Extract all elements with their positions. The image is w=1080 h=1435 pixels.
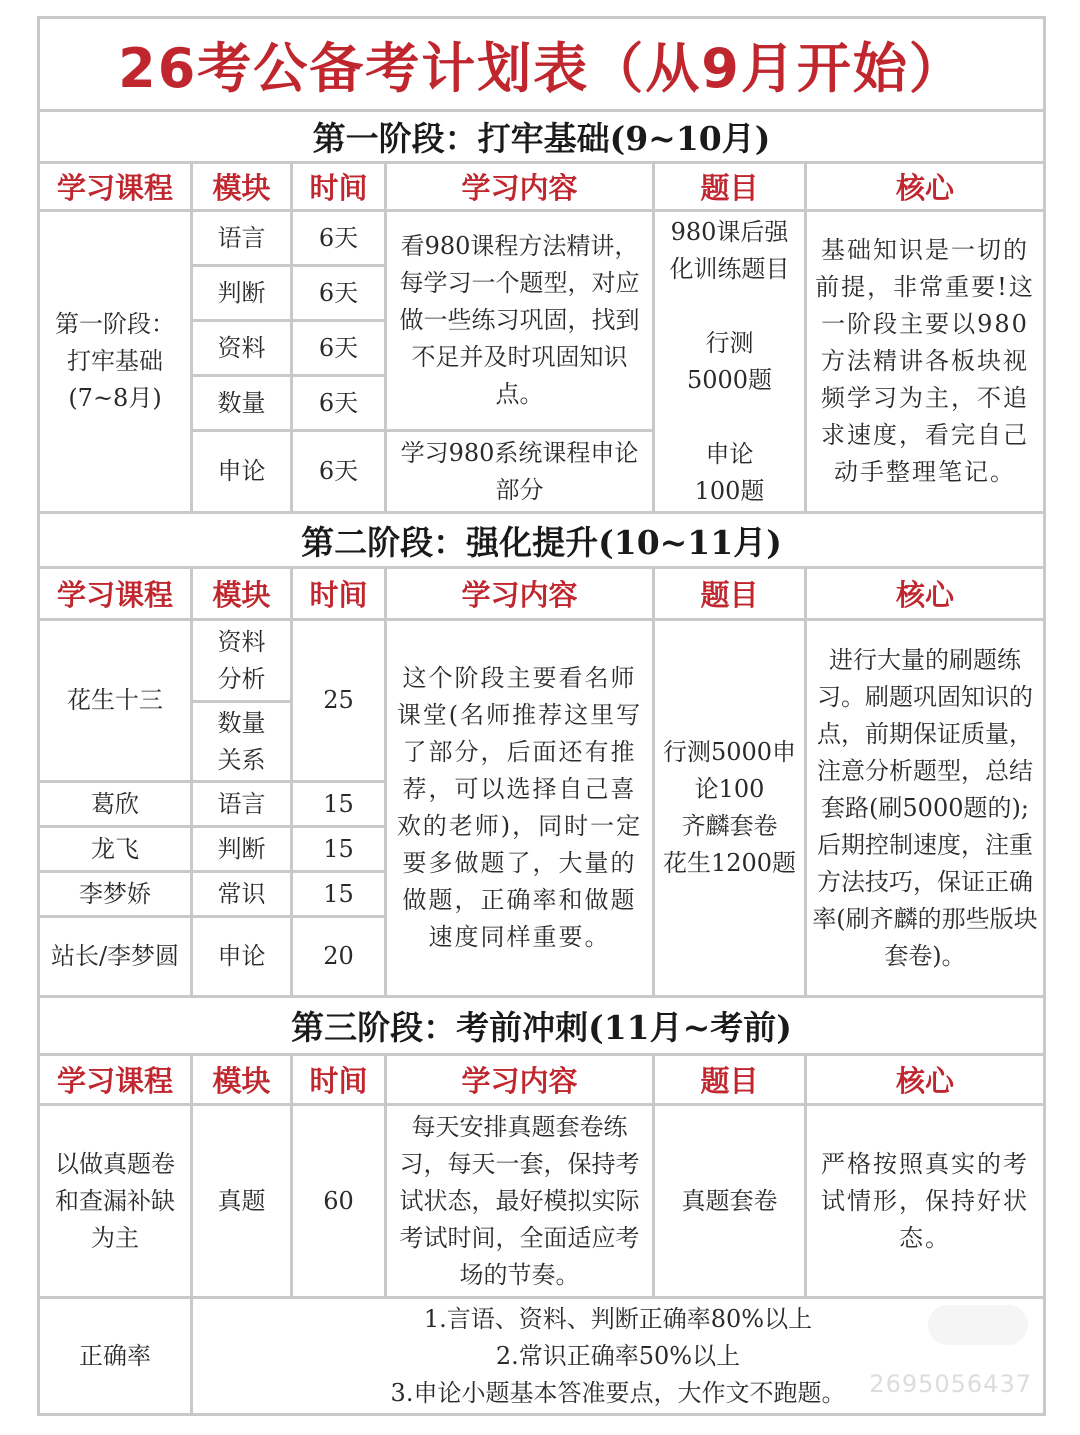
- header-course: 学习课程: [39, 568, 192, 620]
- watermark-text: 2695056437: [869, 1370, 1032, 1398]
- stage1-content: 看980课程方法精讲，每学习一个题型，对应做一些练习巩固，找到不足并及时巩固知识点。: [386, 211, 654, 431]
- watermark-badge: [928, 1305, 1028, 1345]
- stage3-time: 60: [292, 1105, 386, 1298]
- accuracy-line: 2.常识正确率50%以上: [495, 1341, 741, 1370]
- study-plan-table: [37, 16, 1046, 1416]
- header-questions: 题目: [654, 163, 806, 211]
- stage2-course: 李梦娇: [39, 872, 192, 917]
- stage3-module: 真题: [192, 1105, 292, 1298]
- stage3-header-row: [39, 1055, 1045, 1105]
- stage2-time: 15: [292, 827, 386, 872]
- header-core: 核心: [806, 568, 1045, 620]
- stage2-header-row: [39, 568, 1045, 620]
- stage3-questions: 真题套卷: [654, 1105, 806, 1298]
- stage3-content: 每天安排真题套卷练习，每天一套，保持考试状态，最好模拟实际考试时间，全面适应考场的节奏。: [386, 1105, 654, 1298]
- stage1-header-row: [39, 163, 1045, 211]
- stage1-questions: 980课后强 化训练题目 行测 5000题 申论 100题: [654, 211, 806, 513]
- stage2-time: 25: [292, 620, 386, 782]
- header-course: 学习课程: [39, 163, 192, 211]
- stage1-course: 第一阶段： 打牢基础 (7~8月): [39, 211, 192, 513]
- stage2-module: 资料 分析: [192, 620, 292, 702]
- header-module: 模块: [192, 568, 292, 620]
- stage1-module: 申论: [192, 431, 292, 513]
- header-questions: 题目: [654, 1055, 806, 1105]
- header-content: 学习内容: [386, 1055, 654, 1105]
- accuracy-label: 正确率: [39, 1298, 192, 1415]
- header-questions: 题目: [654, 568, 806, 620]
- stage2-course: 龙飞: [39, 827, 192, 872]
- stage2-module: 语言: [192, 782, 292, 827]
- header-content: 学习内容: [386, 163, 654, 211]
- stage2-module: 数量 关系: [192, 702, 292, 782]
- header-time: 时间: [292, 568, 386, 620]
- header-module: 模块: [192, 1055, 292, 1105]
- header-core: 核心: [806, 163, 1045, 211]
- stage1-module: 语言: [192, 211, 292, 266]
- stage2-core: 进行大量的刷题练习。刷题巩固知识的点，前期保证质量，注意分析题型，总结套路(刷5000题的);后期控制速度，注重方法技巧，保证正确率(刷齐麟的那些版块套卷)。: [806, 620, 1045, 997]
- stage3-title: 第三阶段：考前冲刺(11月~考前): [39, 997, 1045, 1055]
- stage1-module: 数量: [192, 376, 292, 431]
- header-time: 时间: [292, 163, 386, 211]
- header-content: 学习内容: [386, 568, 654, 620]
- stage2-time: 15: [292, 782, 386, 827]
- stage1-time: 6天: [292, 431, 386, 513]
- stage3-core: 严格按照真实的考试情形，保持好状态。: [806, 1105, 1045, 1298]
- stage2-questions: 行测5000申 论100 齐麟套卷 花生1200题: [654, 620, 806, 997]
- header-module: 模块: [192, 163, 292, 211]
- accuracy-line: 1.言语、资料、判断正确率80%以上: [423, 1304, 813, 1333]
- stage2-title: 第二阶段：强化提升(10~11月): [39, 513, 1045, 568]
- stage2-module: 判断: [192, 827, 292, 872]
- stage2-course: 花生十三: [39, 620, 192, 782]
- stage2-content: 这个阶段主要看名师课堂(名师推荐这里写了部分，后面还有推荐，可以选择自己喜欢的老师)，同时一定要多做题了，大量的做题，正确率和做题速度同样重要。: [386, 620, 654, 997]
- stage1-module: 判断: [192, 266, 292, 321]
- stage2-module: 常识: [192, 872, 292, 917]
- header-time: 时间: [292, 1055, 386, 1105]
- header-core: 核心: [806, 1055, 1045, 1105]
- stage3-course: 以做真题卷 和查漏补缺 为主: [39, 1105, 192, 1298]
- stage1-core: 基础知识是一切的前提，非常重要!这一阶段主要以980方法精讲各板块视频学习为主，不追求速度，看完自己动手整理笔记。: [806, 211, 1045, 513]
- stage1-time: 6天: [292, 266, 386, 321]
- accuracy-line: 3.申论小题基本答准要点，大作文不跑题。: [390, 1378, 846, 1407]
- stage2-time: 20: [292, 917, 386, 997]
- stage2-module: 申论: [192, 917, 292, 997]
- stage1-module: 资料: [192, 321, 292, 376]
- stage2-course: 葛欣: [39, 782, 192, 827]
- stage1-time: 6天: [292, 321, 386, 376]
- stage2-time: 15: [292, 872, 386, 917]
- stage1-title: 第一阶段：打牢基础(9~10月): [39, 111, 1045, 163]
- stage1-time: 6天: [292, 211, 386, 266]
- stage2-course: 站长/李梦圆: [39, 917, 192, 997]
- stage1-content-shenlun: 学习980系统课程申论部分: [386, 431, 654, 513]
- stage1-time: 6天: [292, 376, 386, 431]
- header-course: 学习课程: [39, 1055, 192, 1105]
- page-title: 26考公备考计划表（从9月开始）: [39, 18, 1045, 111]
